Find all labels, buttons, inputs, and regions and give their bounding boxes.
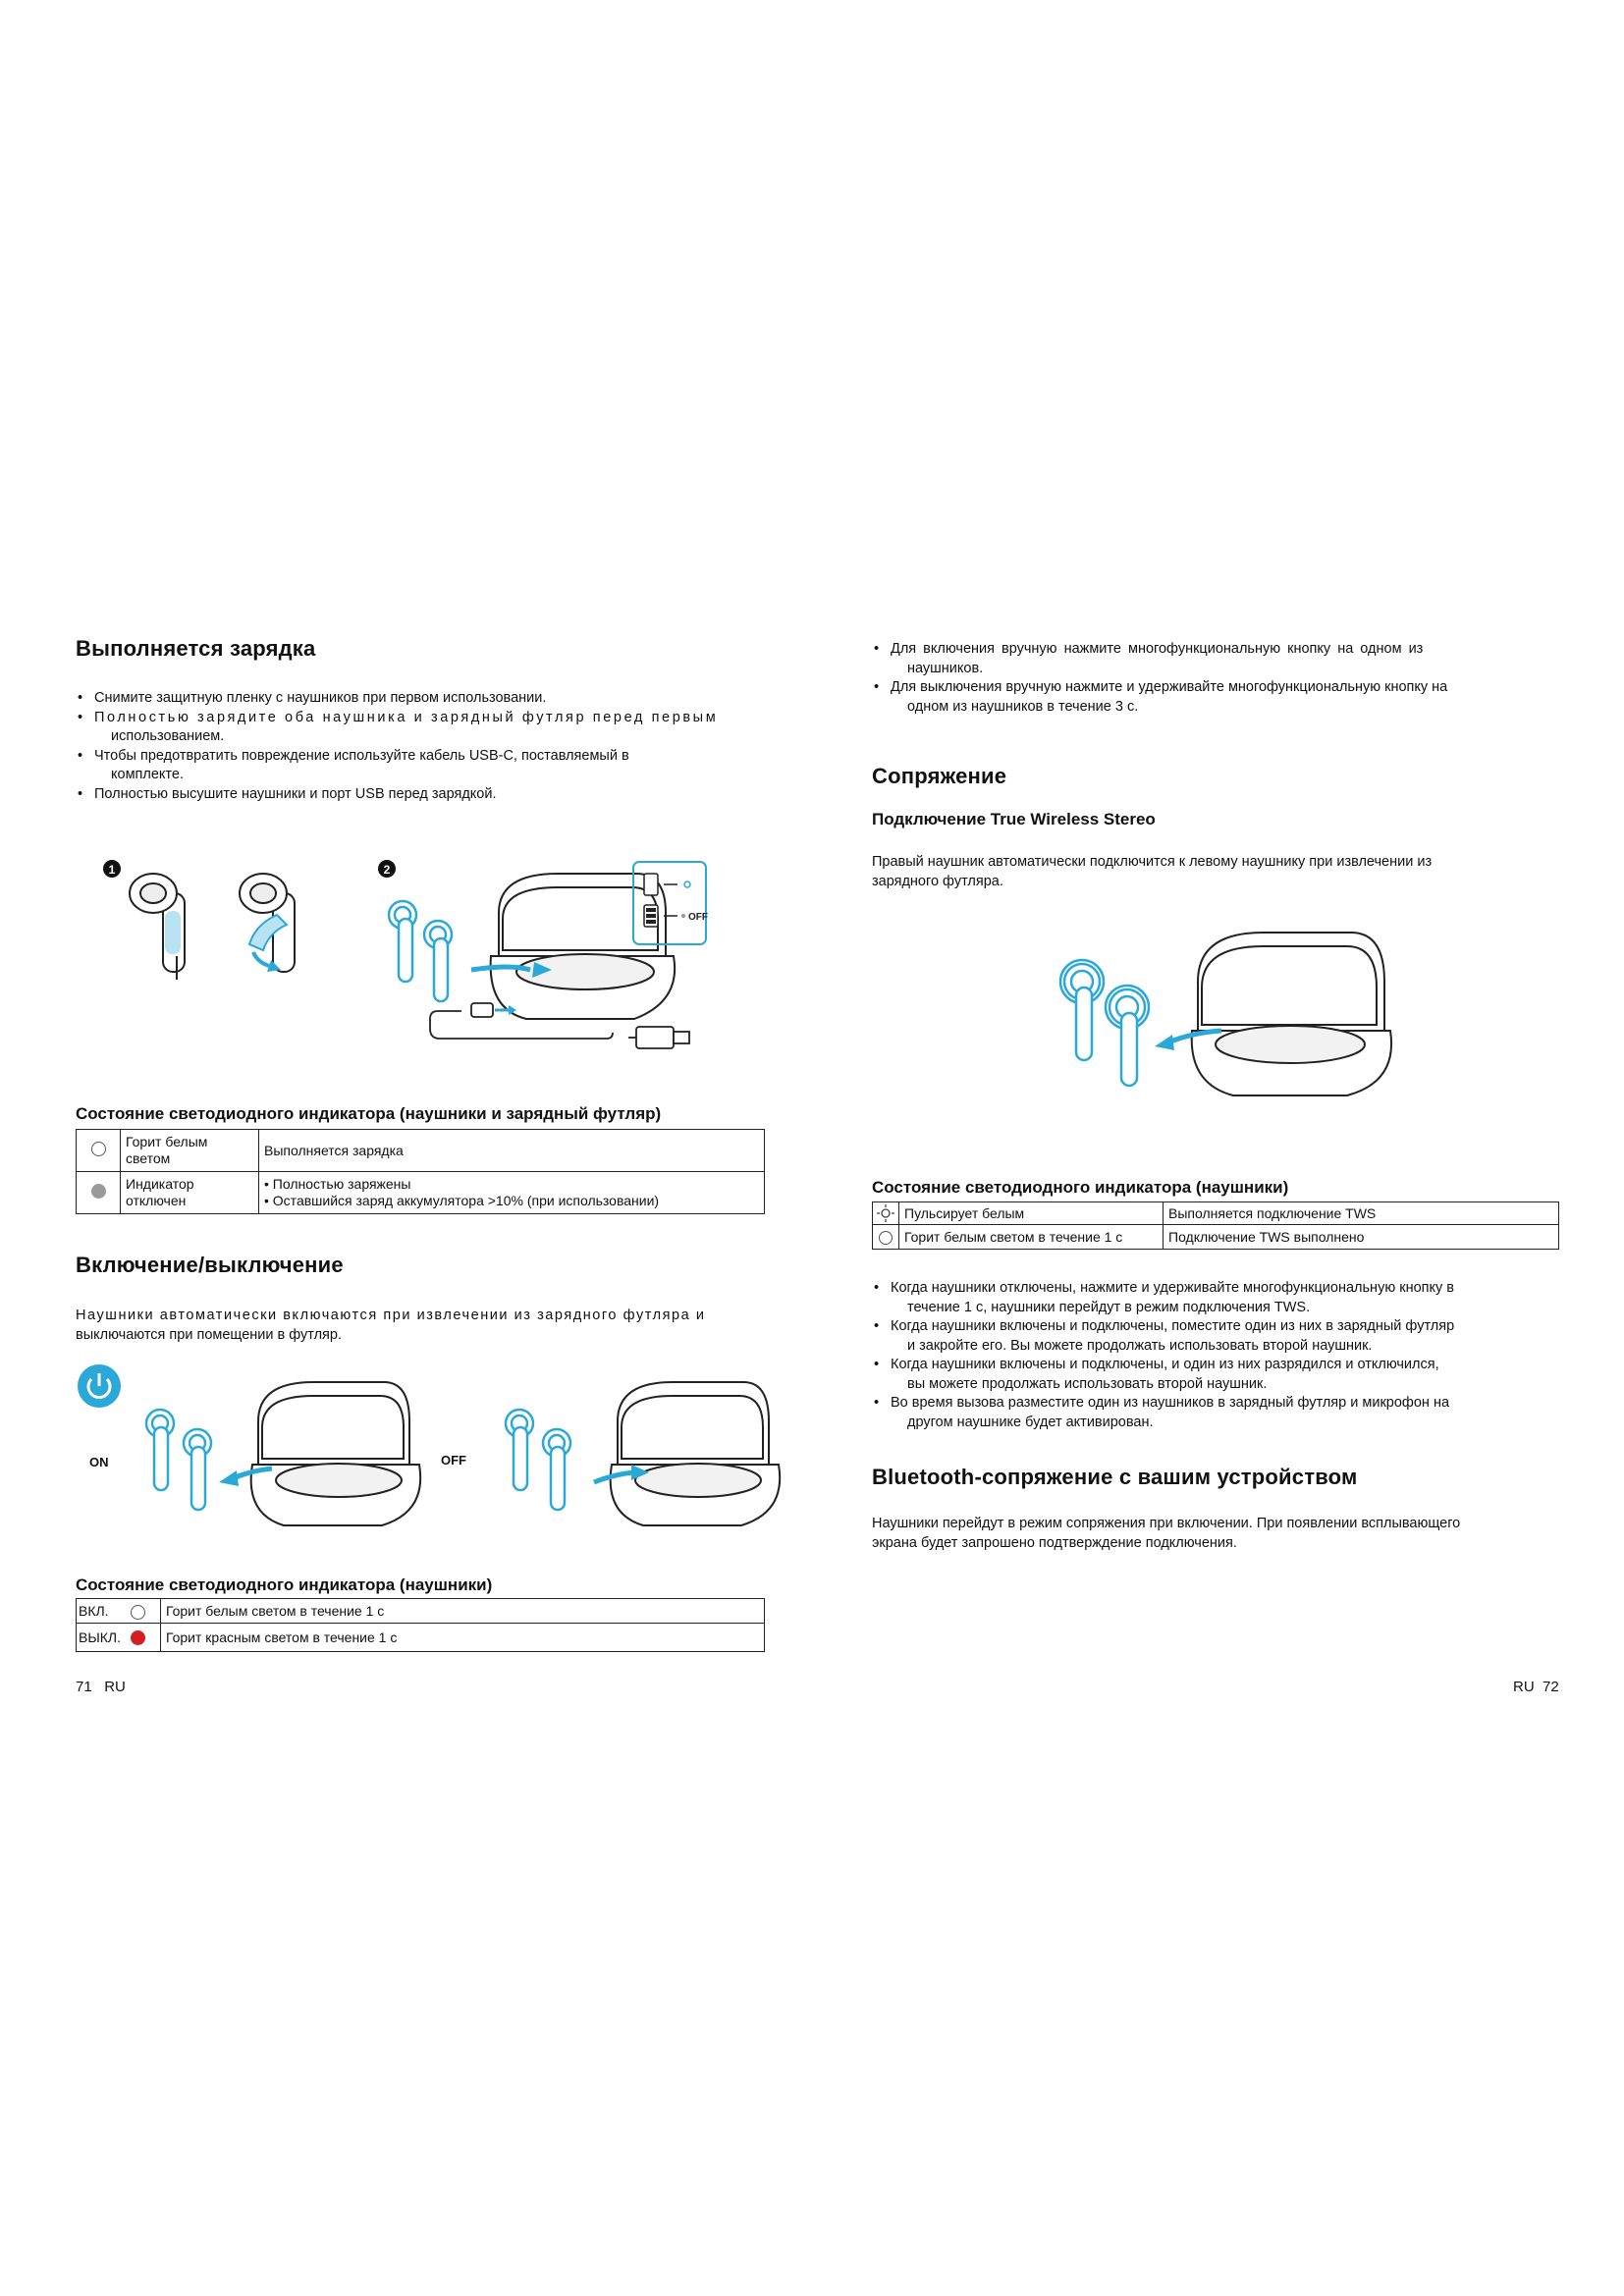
led-pulse-icon	[877, 1204, 894, 1222]
led-desc-cell: Подключение TWS выполнено	[1164, 1225, 1559, 1250]
led-state-cell: Горит белым светом	[121, 1130, 259, 1172]
led-icon-cell	[77, 1130, 121, 1172]
led-desc-cell: Выполняется зарядка	[259, 1130, 765, 1172]
power-illustration	[76, 1362, 775, 1539]
svg-text:2: 2	[383, 863, 391, 877]
power-mode-cell: ВКЛ.	[77, 1599, 121, 1624]
svg-text:1: 1	[108, 863, 116, 877]
list-item: • Чтобы предотвратить повреждение используйте кабель USB-C, поставляемый в комплекте.	[76, 747, 783, 785]
led-desc-cell: Выполняется подключение TWS	[1164, 1202, 1559, 1225]
led-table-tws	[872, 1201, 1559, 1250]
pairing-title: Сопряжение	[872, 764, 1007, 788]
led-state-cell: Горит белым светом в течение 1 с	[899, 1225, 1164, 1250]
tws-illustration	[1049, 913, 1392, 1099]
table-row	[77, 1599, 765, 1624]
led-icon-cell	[873, 1225, 899, 1250]
table-row	[77, 1130, 765, 1172]
led-white-icon	[131, 1605, 145, 1620]
tws-text: Правый наушник автоматически подключится к левому наушнику при извлечении из зарядного футляра.	[872, 854, 1433, 889]
list-item: • Для включения вручную нажмите многофункциональную кнопку на одном из наушников.	[872, 640, 1559, 678]
table-row	[77, 1624, 765, 1652]
led-table-power	[76, 1598, 765, 1652]
led-white-icon	[91, 1142, 106, 1156]
page-number-left: 71 RU	[76, 1679, 126, 1695]
charging-illustration	[98, 854, 707, 1070]
list-item: • Для выключения вручную нажмите и удерживайте многофункциональную кнопку на одном из наушников в течение 3 с.	[872, 678, 1559, 717]
bluetooth-text: Наушники перейдут в режим сопряжения при включении. При появлении всплывающего экрана будет запрошено подтверждение подключения.	[872, 1516, 1461, 1551]
tws-subtitle: Подключение True Wireless Stereo	[872, 810, 1156, 828]
power-led-cell	[121, 1624, 161, 1652]
led-state-cell: Пульсирует белым	[899, 1202, 1164, 1225]
led-desc-cell: • Полностью заряжены • Оставшийся заряд аккумулятора >10% (при использовании)	[259, 1172, 765, 1214]
led-table2-title: Состояние светодиодного индикатора (наушники)	[76, 1575, 493, 1594]
led-table-charging	[76, 1129, 765, 1214]
led-table3-title: Состояние светодиодного индикатора (наушники)	[872, 1178, 1289, 1197]
led-white-icon	[879, 1231, 893, 1245]
svg-text:ON: ON	[89, 1455, 109, 1469]
tws-bullets	[872, 1279, 1559, 1432]
led-icon-cell	[873, 1202, 899, 1225]
led-icon-cell	[77, 1172, 121, 1214]
list-item: • Когда наушники включены и подключены, поместите один из них в зарядный футляр и закройте его. Вы можете продолжать использовать второй наушник.	[872, 1317, 1559, 1356]
list-item: • Когда наушники включены и подключены, и один из них разрядился и отключился, вы можете продолжать использовать второй наушник.	[872, 1356, 1559, 1394]
bluetooth-title: Bluetooth-сопряжение с вашим устройством	[872, 1465, 1358, 1489]
list-item: • Полностью высушите наушники и порт USB перед зарядкой.	[76, 785, 783, 805]
table-row	[873, 1225, 1559, 1250]
list-item: • Когда наушники отключены, нажмите и удерживайте многофункциональную кнопку в течение 1 с, наушники перейдут в режим подключения TWS.	[872, 1279, 1559, 1317]
svg-text:OFF: OFF	[688, 912, 708, 923]
led-state-cell: Индикатор отключен	[121, 1172, 259, 1214]
power-led-desc: Горит красным светом в течение 1 с	[160, 1624, 764, 1652]
power-led-desc: Горит белым светом в течение 1 с	[160, 1599, 764, 1624]
manual-power-bullets	[872, 640, 1559, 717]
table-row	[873, 1202, 1559, 1225]
power-text: Наушники автоматически включаются при извлечении из зарядного футляра и выключаются при помещении в футляр.	[76, 1308, 706, 1343]
power-led-cell	[121, 1599, 161, 1624]
svg-text:OFF: OFF	[441, 1453, 466, 1468]
led-red-icon	[131, 1630, 145, 1645]
led-off-icon	[91, 1184, 106, 1199]
list-item: • Снимите защитную пленку с наушников при первом использовании.	[76, 689, 783, 709]
list-item: • Полностью зарядите оба наушника и зарядный футляр перед первым использованием.	[76, 709, 783, 747]
charging-bullets	[76, 689, 783, 804]
list-item: • Во время вызова разместите один из наушников в зарядный футляр и микрофон на другом наушнике будет активирован.	[872, 1394, 1559, 1432]
page-number-right: RU 72	[1513, 1679, 1559, 1695]
table-row	[77, 1172, 765, 1214]
power-mode-cell: ВЫКЛ.	[77, 1624, 121, 1652]
charging-title: Выполняется зарядка	[76, 636, 316, 661]
power-title: Включение/выключение	[76, 1253, 344, 1277]
led-table1-title: Состояние светодиодного индикатора (наушники и зарядный футляр)	[76, 1104, 662, 1123]
